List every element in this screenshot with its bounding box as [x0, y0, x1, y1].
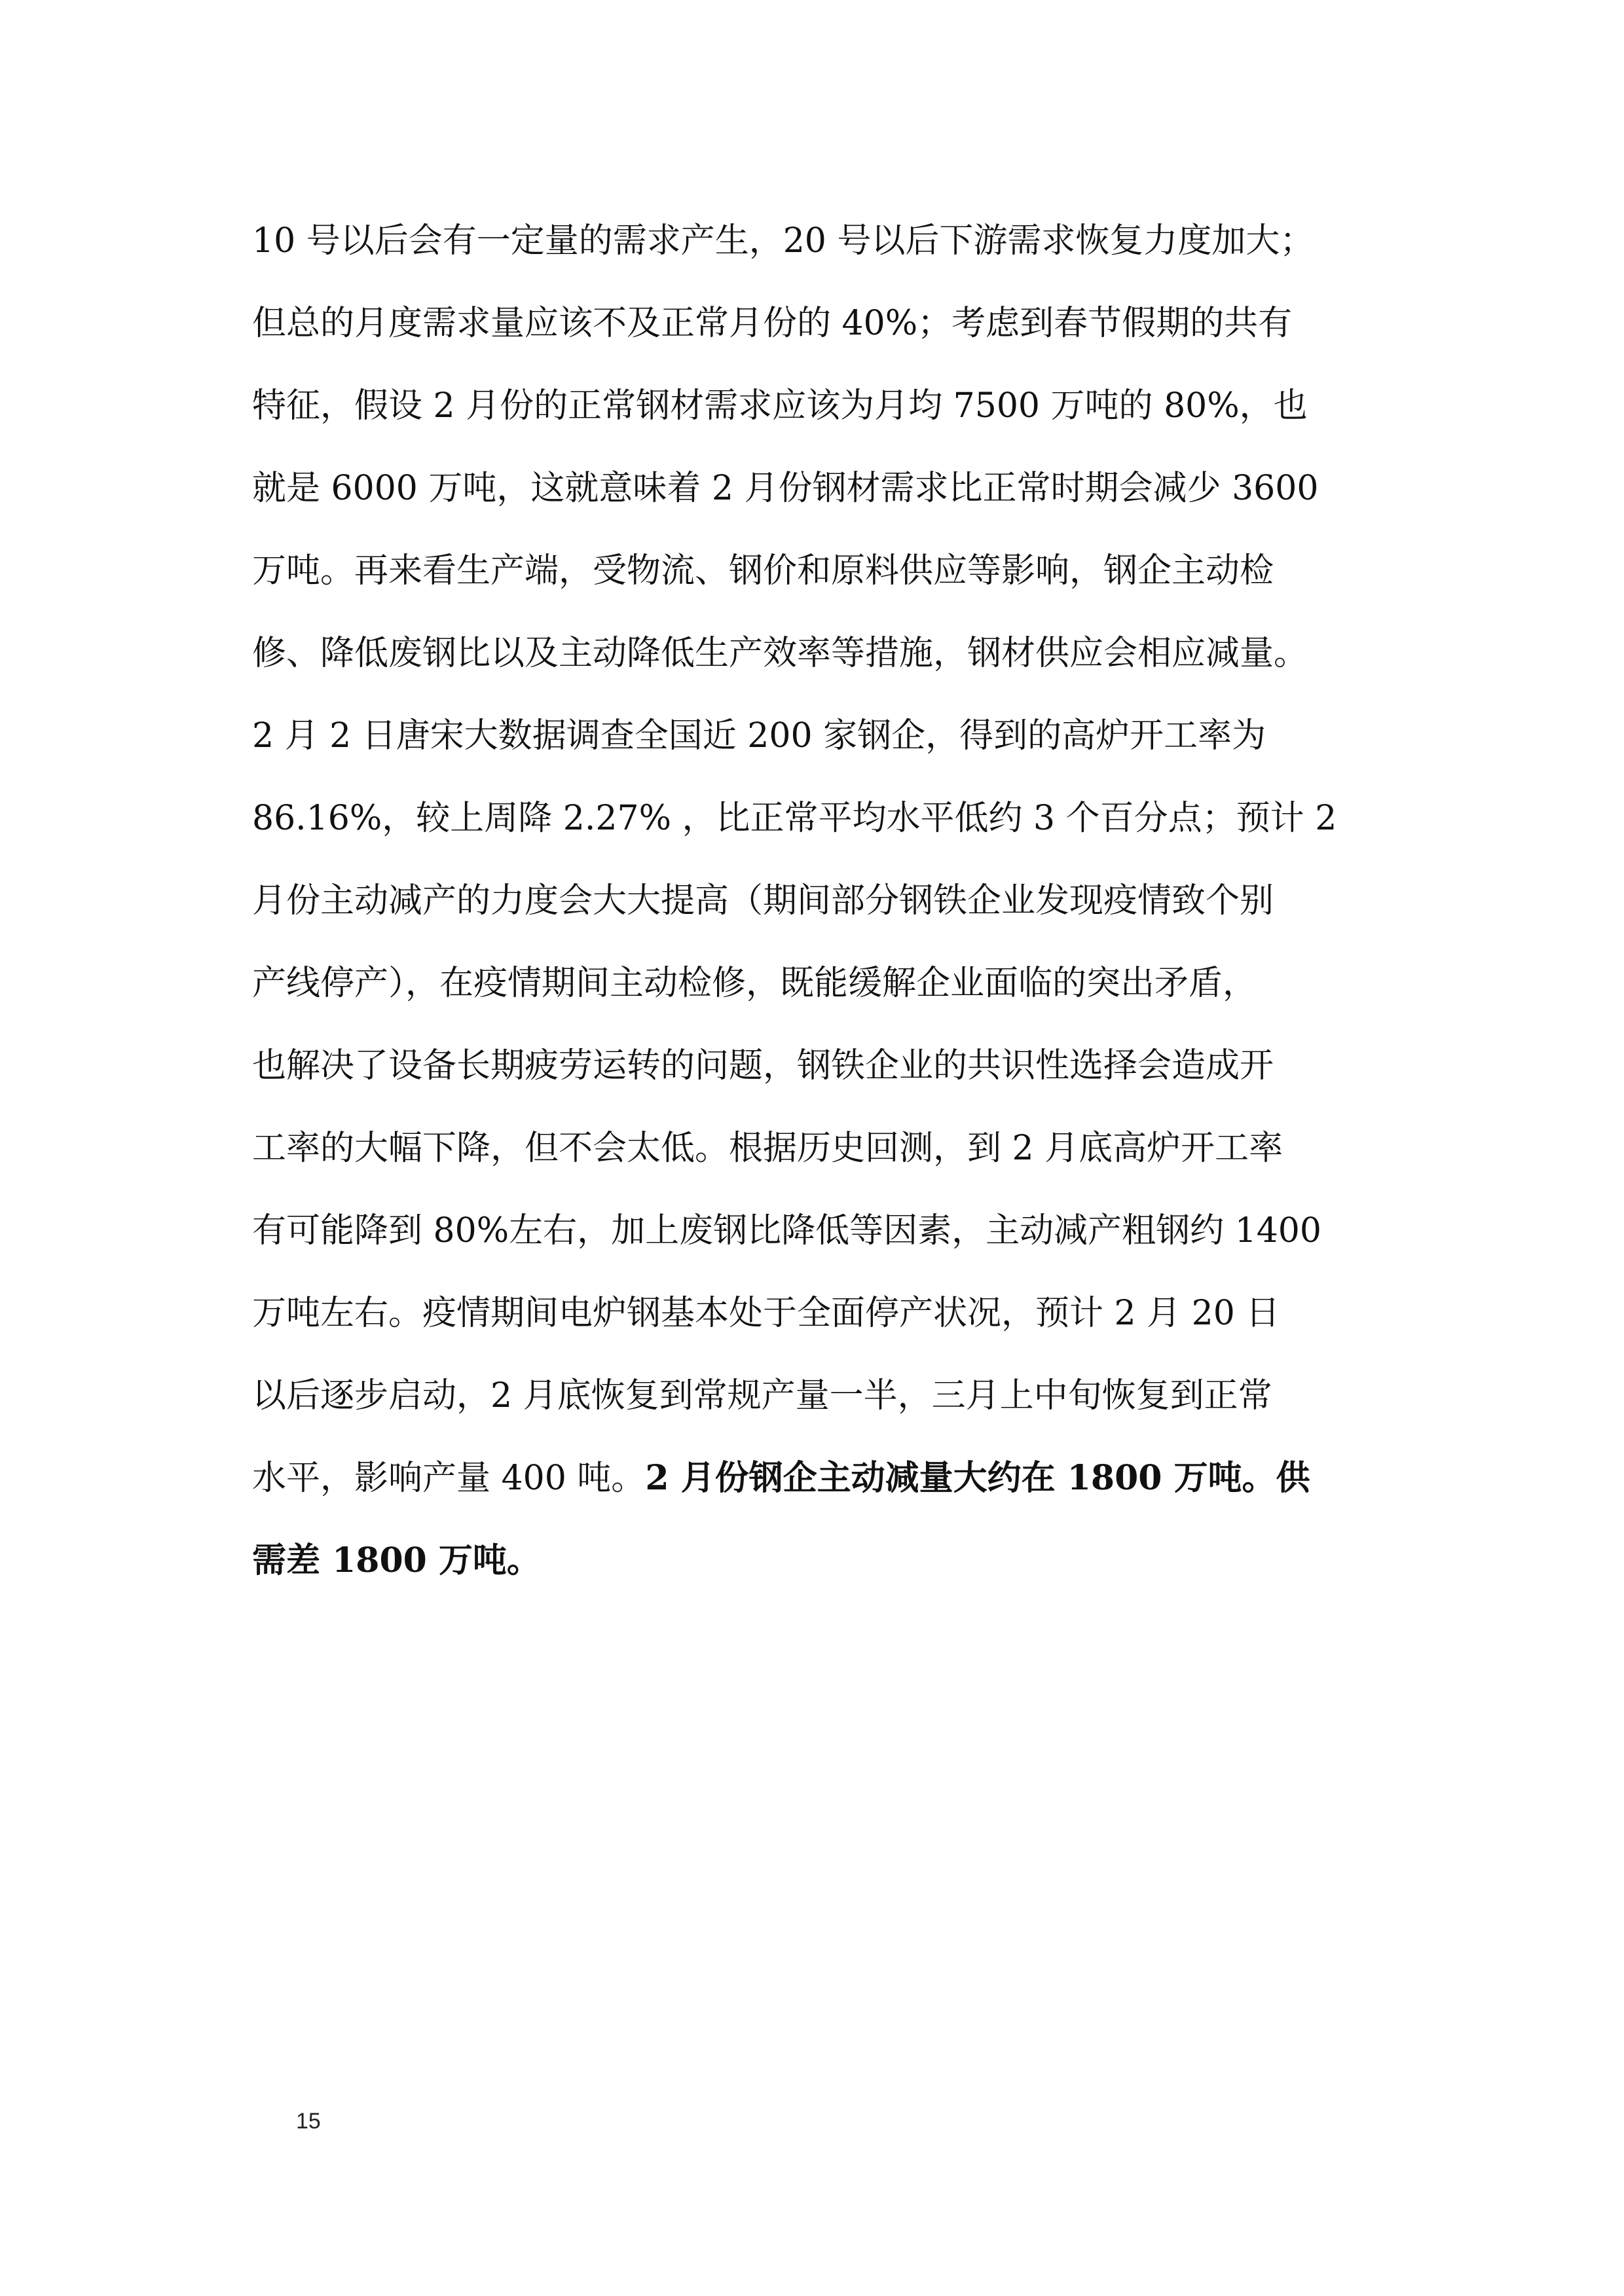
text-line: 2 月 2 日唐宋大数据调查全国近 200 家钢企，得到的高炉开工率为	[252, 716, 1266, 756]
text-segment: 水平，影响产量 400 吨。	[252, 1459, 646, 1498]
text-line: 万吨。再来看生产端，受物流、钢价和原料供应等影响，钢企主动检	[252, 551, 1274, 591]
text-line: 万吨左右。疫情期间电炉钢基本处于全面停产状况，预计 2 月 20 日	[252, 1294, 1280, 1333]
text-line: 就是 6000 万吨，这就意味着 2 月份钢材需求比正常时期会减少 3600	[252, 469, 1319, 508]
emphasized-text: 需差 1800 万吨。	[252, 1540, 541, 1580]
text-line: 86.16%，较上周降 2.27% ，比正常平均水平低约 3 个百分点；预计 2	[252, 799, 1337, 838]
text-line-mixed	[252, 1437, 1378, 1520]
emphasized-text: 2 月份钢企主动减量大约在 1800 万吨。供	[645, 1458, 1310, 1498]
text-line: 但总的月度需求量应该不及正常月份的 40%；考虑到春节假期的共有	[252, 304, 1293, 343]
text-line: 月份主动减产的力度会大大提高（期间部分钢铁企业发现疫情致个别	[252, 881, 1274, 920]
text-line: 产线停产），在疫情期间主动检修，既能缓解企业面临的突出矛盾，	[252, 964, 1257, 1003]
text-line: 有可能降到 80%左右，加上废钢比降低等因素，主动减产粗钢约 1400	[252, 1211, 1321, 1250]
text-line: 也解决了设备长期疲劳运转的问题，钢铁企业的共识性选择会造成开	[252, 1046, 1274, 1085]
body-paragraph	[252, 200, 1378, 1602]
page-number: 15	[296, 2109, 321, 2134]
text-line: 以后逐步启动，2 月底恢复到常规产量一半，三月上中旬恢复到正常	[252, 1376, 1272, 1415]
text-line: 10 号以后会有一定量的需求产生，20 号以后下游需求恢复力度加大；	[252, 221, 1314, 261]
text-line-bold	[252, 1520, 1378, 1602]
text-line: 工率的大幅下降，但不会太低。根据历史回测，到 2 月底高炉开工率	[252, 1129, 1283, 1168]
text-line: 修、降低废钢比以及主动降低生产效率等措施，钢材供应会相应减量。	[252, 634, 1308, 673]
text-line: 特征，假设 2 月份的正常钢材需求应该为月均 7500 万吨的 80%，也	[252, 386, 1308, 426]
